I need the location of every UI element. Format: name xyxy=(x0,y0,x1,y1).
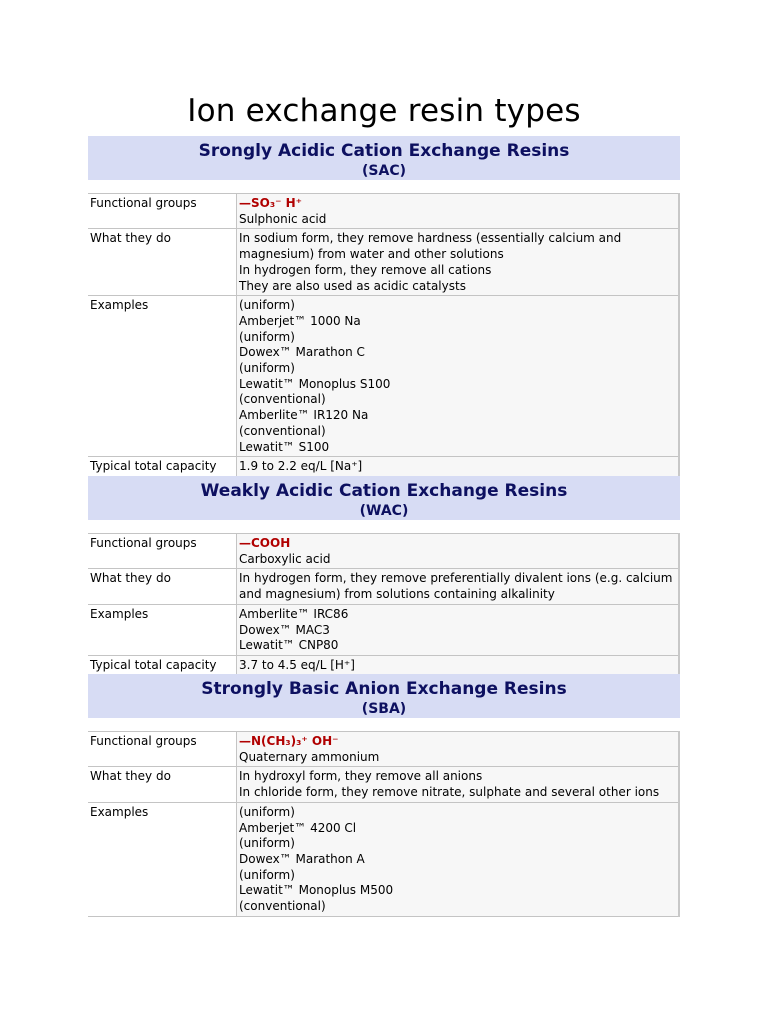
resin-table-wac xyxy=(88,533,680,676)
value-line: Dowex™ Marathon A xyxy=(239,851,365,866)
value-line: In hydrogen form, they remove all cations xyxy=(239,262,492,277)
value-line: Sulphonic acid xyxy=(239,211,327,226)
value-line: (uniform) xyxy=(239,804,295,819)
value-line: They are also used as acidic catalysts xyxy=(239,278,466,293)
value-line: Dowex™ Marathon C xyxy=(239,345,365,360)
table-row xyxy=(88,569,679,604)
table-row xyxy=(88,655,679,675)
value-line: Carboxylic acid xyxy=(239,551,331,566)
row-value xyxy=(237,296,680,457)
value-line: Quaternary ammonium xyxy=(239,749,380,764)
value-line: In sodium form, they remove hardness (essentially calcium and xyxy=(239,231,622,246)
table-row xyxy=(88,296,679,457)
table-row xyxy=(88,604,679,655)
row-value xyxy=(237,604,680,655)
row-label: Examples xyxy=(90,298,149,313)
value-line: (uniform) xyxy=(239,298,295,313)
value-line: (uniform) xyxy=(239,361,295,376)
row-value xyxy=(237,229,680,296)
section-banner-sac xyxy=(88,136,680,180)
value-line: (conventional) xyxy=(239,392,326,407)
row-label: Examples xyxy=(90,804,149,819)
value-line: Amberjet™ 4200 Cl xyxy=(239,820,357,835)
row-value xyxy=(237,194,680,229)
row-label: Typical total capacity xyxy=(90,459,217,474)
value-line: 1.9 to 2.2 eq/L [Na⁺] xyxy=(239,459,363,474)
value-line: 3.7 to 4.5 eq/L [H⁺] xyxy=(239,657,355,672)
value-line: (uniform) xyxy=(239,836,295,851)
value-line: Lewatit™ S100 xyxy=(239,439,330,454)
section-abbrev: (SBA) xyxy=(361,701,407,717)
value-line: In hydrogen form, they remove preferentially divalent ions (e.g. calcium xyxy=(239,571,673,586)
page-title: Ion exchange resin types xyxy=(187,93,581,129)
value-line: (conventional) xyxy=(239,899,326,914)
value-line: Amberlite™ IRC86 xyxy=(239,606,349,621)
value-line: (conventional) xyxy=(239,423,326,438)
row-label: Typical total capacity xyxy=(90,657,217,672)
section-heading: Srongly Acidic Cation Exchange Resins xyxy=(198,141,570,161)
resin-table-sba xyxy=(88,731,680,917)
section-abbrev: (SAC) xyxy=(362,163,406,179)
row-label: Functional groups xyxy=(88,534,237,569)
row-label: Functional groups xyxy=(88,732,237,767)
value-line: Amberlite™ IR120 Na xyxy=(239,408,369,423)
value-line: Dowex™ MAC3 xyxy=(239,622,330,637)
value-line: In chloride form, they remove nitrate, sulphate and several other ions xyxy=(239,785,660,800)
section-abbrev: (WAC) xyxy=(359,503,409,519)
functional-group-formula: —N(CH₃)₃⁺ OH⁻ xyxy=(239,734,339,748)
row-value xyxy=(237,534,680,569)
row-value xyxy=(237,655,680,675)
section-heading: Weakly Acidic Cation Exchange Resins xyxy=(200,481,568,501)
row-value xyxy=(237,569,680,604)
row-value xyxy=(237,457,680,477)
value-line: In hydroxyl form, they remove all anions xyxy=(239,769,483,784)
table-row xyxy=(88,802,679,916)
value-line: Lewatit™ Monoplus M500 xyxy=(239,883,394,898)
functional-group-formula: —SO₃⁻ H⁺ xyxy=(239,196,302,210)
row-label: Examples xyxy=(90,606,149,621)
value-line: (uniform) xyxy=(239,867,295,882)
row-label: Functional groups xyxy=(88,194,237,229)
table-row xyxy=(88,457,679,477)
row-label: What they do xyxy=(90,769,171,784)
value-line: Lewatit™ Monoplus S100 xyxy=(239,376,391,391)
value-line: Lewatit™ CNP80 xyxy=(239,638,339,653)
value-line: (uniform) xyxy=(239,329,295,344)
table-row xyxy=(88,732,679,767)
table-row xyxy=(88,534,679,569)
table-row xyxy=(88,767,679,802)
resin-table-sac xyxy=(88,193,680,477)
value-line: magnesium) from water and other solutions xyxy=(239,247,504,262)
section-banner-wac xyxy=(88,476,680,520)
section-banner-sba xyxy=(88,674,680,718)
row-label: What they do xyxy=(90,231,171,246)
row-value xyxy=(237,732,680,767)
value-line: Amberjet™ 1000 Na xyxy=(239,313,361,328)
table-row xyxy=(88,194,679,229)
row-value xyxy=(237,767,680,802)
table-row xyxy=(88,229,679,296)
value-line: and magnesium) from solutions containing alkalinity xyxy=(239,587,555,602)
section-heading: Strongly Basic Anion Exchange Resins xyxy=(201,679,567,699)
functional-group-formula: —COOH xyxy=(239,536,291,550)
row-value xyxy=(237,802,680,916)
row-label: What they do xyxy=(90,571,171,586)
